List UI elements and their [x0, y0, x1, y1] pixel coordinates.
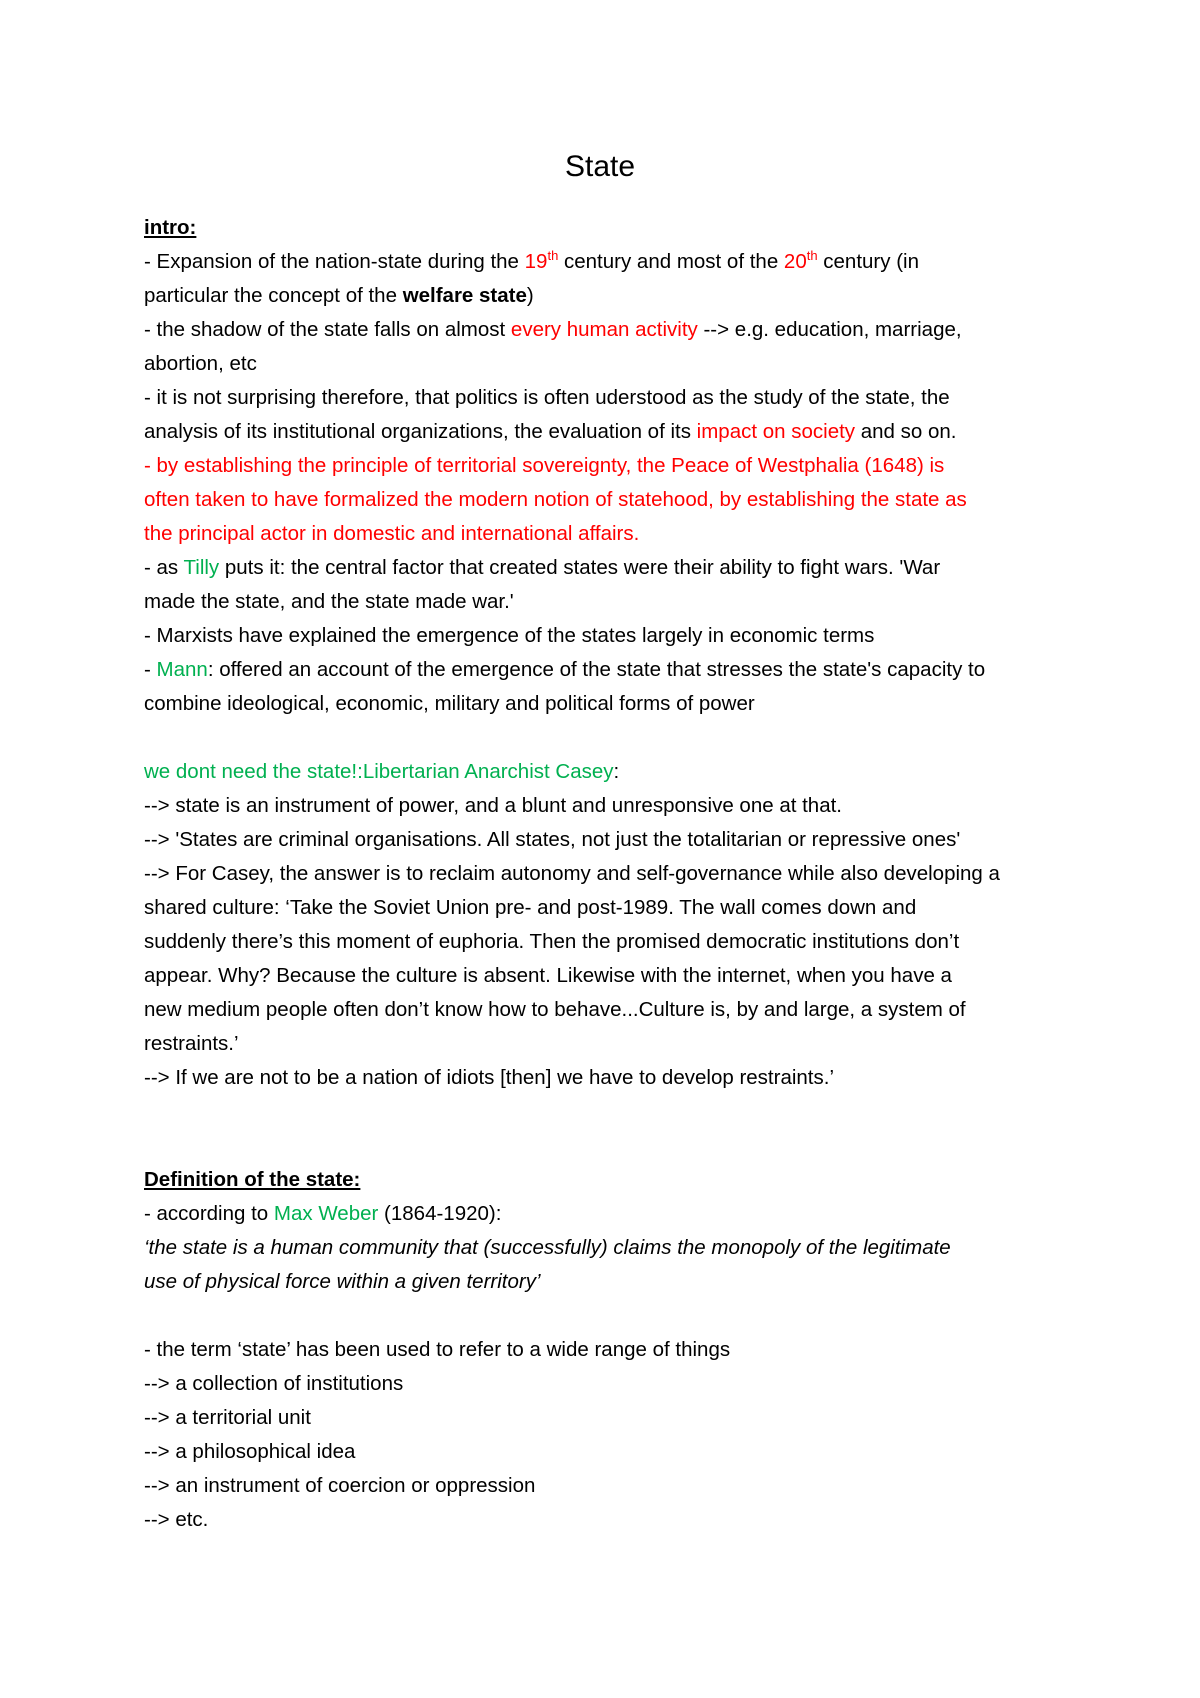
intro-heading: intro:: [144, 216, 197, 239]
intro-line-1: - Expansion of the nation-state during the 19th century and most of the 20th century (in: [144, 248, 919, 273]
intro-line-7: - by establishing the principle of territorial sovereignty, the Peace of Westphalia (1648) is: [144, 454, 945, 477]
spacer: [144, 1299, 1074, 1333]
anarchist-line-3: --> For Casey, the answer is to reclaim autonomy and self-governance while also developing a: [144, 862, 1000, 885]
anarchist-line-9: --> If we are not to be a nation of idiots [then] we have to develop restraints.’: [144, 1066, 834, 1089]
weber-quote-line-2: use of physical force within a given territory’: [144, 1270, 541, 1293]
intro-line-6: analysis of its institutional organizations, the evaluation of its impact on society and so on.: [144, 420, 957, 443]
anarchist-line-5: suddenly there’s this moment of euphoria. Then the promised democratic institutions don’t: [144, 930, 960, 953]
list-item: --> a philosophical idea: [144, 1440, 356, 1463]
definition-heading: Definition of the state:: [144, 1168, 361, 1191]
anarchist-line-1: --> state is an instrument of power, and a blunt and unresponsive one at that.: [144, 794, 843, 817]
spacer: [144, 1095, 1074, 1163]
intro-line-8: often taken to have formalized the modern notion of statehood, by establishing the state as: [144, 488, 967, 511]
intro-line-11: made the state, and the state made war.': [144, 590, 514, 613]
intro-line-12: - Marxists have explained the emergence of the states largely in economic terms: [144, 624, 875, 647]
anarchist-line-7: new medium people often don’t know how to behave...Culture is, by and large, a system of: [144, 998, 966, 1021]
anarchist-line-8: restraints.’: [144, 1032, 239, 1055]
intro-line-2: particular the concept of the welfare state): [144, 284, 534, 307]
intro-line-3: - the shadow of the state falls on almost every human activity --> e.g. education, marriage,: [144, 318, 962, 341]
intro-line-10: - as Tilly puts it: the central factor that created states were their ability to fight wars. 'War: [144, 556, 941, 579]
intro-line-9: the principal actor in domestic and international affairs.: [144, 522, 640, 545]
list-item: --> a collection of institutions: [144, 1372, 404, 1395]
intro-line-14: combine ideological, economic, military and political forms of power: [144, 692, 755, 715]
list-item: --> etc.: [144, 1508, 209, 1531]
page-title: State: [564, 150, 636, 183]
intro-line-5: - it is not surprising therefore, that politics is often uderstood as the study of the state, the: [144, 386, 950, 409]
anarchist-line-4: shared culture: ‘Take the Soviet Union pre- and post-1989. The wall comes down and: [144, 896, 917, 919]
spacer: [144, 721, 1074, 755]
definition-line-1: - according to Max Weber (1864-1920):: [144, 1202, 502, 1225]
weber-quote-line-1: ‘the state is a human community that (successfully) claims the monopoly of the legitimate: [144, 1236, 951, 1259]
list-item: --> an instrument of coercion or oppression: [144, 1474, 536, 1497]
document-body: [144, 211, 1074, 1537]
list-item: --> a territorial unit: [144, 1406, 311, 1429]
anarchist-heading: we dont need the state!:Libertarian Anarchist Casey:: [144, 760, 620, 783]
intro-line-4: abortion, etc: [144, 352, 257, 375]
anarchist-line-6: appear. Why? Because the culture is absent. Likewise with the internet, when you have a: [144, 964, 952, 987]
anarchist-line-2: --> 'States are criminal organisations. All states, not just the totalitarian or repressive ones': [144, 828, 961, 851]
intro-line-13: - Mann: offered an account of the emergence of the state that stresses the state's capacity to: [144, 658, 986, 681]
definition-line-2: - the term ‘state’ has been used to refer to a wide range of things: [144, 1338, 731, 1361]
